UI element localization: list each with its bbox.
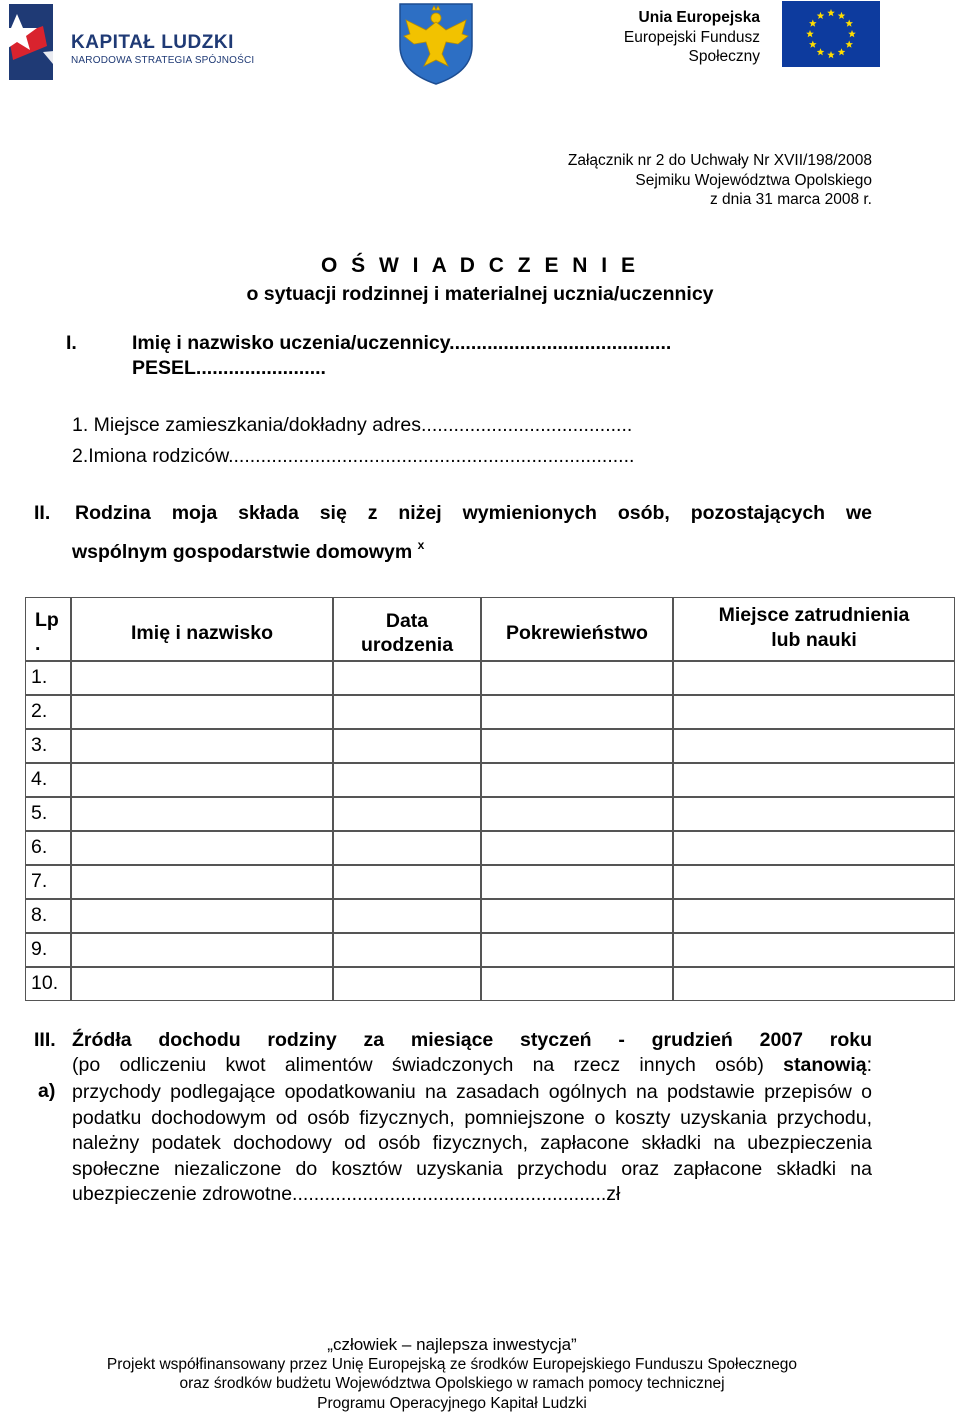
eu-line-1: Unia Europejska <box>638 9 760 26</box>
table-row <box>25 729 955 763</box>
header-birth-date <box>333 597 481 661</box>
opole-crest-icon <box>396 0 476 85</box>
footer-line-2: oraz środków budżetu Województwa Opolskiego w ramach pomocy technicznej <box>179 1375 725 1393</box>
section-3-subheading-pre: (po odliczeniu kwot alimentów świadczonych na rzecz innych osób) <box>72 1054 764 1076</box>
name-cell[interactable] <box>71 933 333 967</box>
workplace-cell[interactable] <box>673 661 955 695</box>
row-number: 5. <box>25 797 71 831</box>
table-row <box>25 763 955 797</box>
birth-date-cell[interactable] <box>333 729 481 763</box>
table-row <box>25 797 955 831</box>
name-cell[interactable] <box>71 763 333 797</box>
header-name-text: Imię i nazwisko <box>131 622 273 644</box>
eu-line-3: Społeczny <box>688 48 760 65</box>
table-row <box>25 865 955 899</box>
name-cell[interactable] <box>71 729 333 763</box>
row-number: 4. <box>25 763 71 797</box>
footer-line-3: Programu Operacyjnego Kapitał Ludzki <box>317 1394 587 1412</box>
family-members-table <box>25 597 955 1001</box>
row-number: 1. <box>25 661 71 695</box>
kapital-ludzki-logo <box>3 2 253 82</box>
header-name <box>71 597 333 661</box>
section-2-text-line-2 <box>72 538 424 564</box>
name-cell[interactable] <box>71 967 333 1001</box>
section-3-heading: Źródła dochodu rodziny za miesiące styczeń - grudzień 2007 roku <box>72 1029 872 1051</box>
relation-cell[interactable] <box>481 899 673 933</box>
workplace-cell[interactable] <box>673 933 955 967</box>
annex-line-2: Sejmiku Województwa Opolskiego <box>635 171 872 189</box>
relation-cell[interactable] <box>481 695 673 729</box>
eu-fund-label <box>624 8 760 67</box>
table-row <box>25 695 955 729</box>
annex-line-1: Załącznik nr 2 do Uchwały Nr XVII/198/2008 <box>567 152 872 169</box>
annex-reference <box>568 151 872 210</box>
birth-date-cell[interactable] <box>333 763 481 797</box>
table-row <box>25 933 955 967</box>
workplace-cell[interactable] <box>673 797 955 831</box>
footer-motto: „człowiek – najlepsza inwestycja” <box>327 1335 577 1354</box>
header-work-2: lub nauki <box>771 629 857 651</box>
name-cell[interactable] <box>71 865 333 899</box>
annex-line-3: z dnia 31 marca 2008 r. <box>710 191 872 208</box>
row-number: 2. <box>25 695 71 729</box>
header-relation <box>481 597 673 661</box>
section-3-colon: : <box>866 1054 872 1076</box>
section-2-text-line-1: Rodzina moja składa się z niżej wymienionych osób, pozostających we <box>75 502 872 524</box>
birth-date-cell[interactable] <box>333 865 481 899</box>
name-cell[interactable] <box>71 797 333 831</box>
table-body <box>25 661 955 1001</box>
row-number: 8. <box>25 899 71 933</box>
workplace-cell[interactable] <box>673 865 955 899</box>
row-number: 10. <box>25 967 71 1001</box>
name-cell[interactable] <box>71 661 333 695</box>
header-workplace <box>673 597 955 661</box>
relation-cell[interactable] <box>481 831 673 865</box>
header-work-1: Miejsce zatrudnienia <box>718 604 910 626</box>
section-1-number: I. <box>66 332 77 354</box>
name-cell[interactable] <box>71 695 333 729</box>
birth-date-cell[interactable] <box>333 661 481 695</box>
row-number: 6. <box>25 831 71 865</box>
workplace-cell[interactable] <box>673 695 955 729</box>
footer-line-1: Projekt współfinansowany przez Unię Europejską ze środków Europejskiego Funduszu Społecznego <box>106 1355 798 1373</box>
relation-cell[interactable] <box>481 763 673 797</box>
kapital-ludzki-icon <box>3 2 67 82</box>
workplace-cell[interactable] <box>673 831 955 865</box>
workplace-cell[interactable] <box>673 967 955 1001</box>
parents-names-field[interactable]: 2.Imiona rodziców........................................................................... <box>72 445 635 467</box>
table-row <box>25 831 955 865</box>
relation-cell[interactable] <box>481 729 673 763</box>
header-lp-dot: . <box>35 633 41 655</box>
section-3-number: III. <box>34 1029 56 1051</box>
item-a-text: przychody podlegające opodatkowaniu na zasadach ogólnych na podstawie przepisów o podatku dochodowym od osób fizycznych, pomniejszone o koszty uzyskania przychodu, należny podatek dochodowy od osób fizycznych, zapłacone składki na ubezpieczenia społeczne niezaliczone do kosztów uzyskania przychodu oraz zapłacone składki na ubezpieczenie zdrowotne..........................................................zł <box>72 1081 872 1206</box>
kapital-ludzki-name: KAPITAŁ LUDZKI <box>71 32 234 53</box>
item-a-label: a) <box>38 1080 56 1102</box>
relation-cell[interactable] <box>481 661 673 695</box>
relation-cell[interactable] <box>481 933 673 967</box>
eu-flag-icon <box>782 1 880 67</box>
relation-cell[interactable] <box>481 865 673 899</box>
name-cell[interactable] <box>71 831 333 865</box>
name-cell[interactable] <box>71 899 333 933</box>
pesel-field[interactable]: PESEL........................ <box>132 357 326 379</box>
row-number: 3. <box>25 729 71 763</box>
birth-date-cell[interactable] <box>333 695 481 729</box>
student-name-field[interactable]: Imię i nazwisko uczenia/uczennicy......................................... <box>132 332 672 354</box>
table-row <box>25 899 955 933</box>
footer <box>0 1335 904 1413</box>
birth-date-cell[interactable] <box>333 831 481 865</box>
birth-date-cell[interactable] <box>333 933 481 967</box>
header-lp-text: Lp <box>35 609 59 631</box>
row-number: 9. <box>25 933 71 967</box>
header-birth-1: Data <box>385 610 429 632</box>
birth-date-cell[interactable] <box>333 967 481 1001</box>
workplace-cell[interactable] <box>673 763 955 797</box>
relation-cell[interactable] <box>481 967 673 1001</box>
header-relation-text: Pokrewieństwo <box>506 622 648 644</box>
section-2-text-line-2-content: wspólnym gospodarstwie domowym <box>72 541 413 563</box>
birth-date-cell[interactable] <box>333 899 481 933</box>
birth-date-cell[interactable] <box>333 797 481 831</box>
eu-line-2: Europejski Fundusz <box>623 28 760 46</box>
section-2-number: II. <box>34 502 51 524</box>
document-subtitle: o sytuacji rodzinnej i materialnej ucznia/uczennicy <box>246 283 714 305</box>
section-3-subheading <box>72 1054 872 1077</box>
header-lp <box>25 597 71 661</box>
kapital-ludzki-tagline: NARODOWA STRATEGIA SPÓJNOŚCI <box>71 55 255 66</box>
footnote-mark: x <box>417 538 425 552</box>
row-number: 7. <box>25 865 71 899</box>
table-header-row <box>25 597 955 661</box>
section-3-stanowia: stanowią <box>783 1054 867 1076</box>
workplace-cell[interactable] <box>673 729 955 763</box>
table-row <box>25 967 955 1001</box>
header-birth-2: urodzenia <box>360 634 454 656</box>
relation-cell[interactable] <box>481 797 673 831</box>
address-field[interactable]: 1. Miejsce zamieszkania/dokładny adres....................................... <box>72 414 633 436</box>
document-title: O Ś W I A D C Z E N I E <box>321 254 639 277</box>
table-row <box>25 661 955 695</box>
workplace-cell[interactable] <box>673 899 955 933</box>
